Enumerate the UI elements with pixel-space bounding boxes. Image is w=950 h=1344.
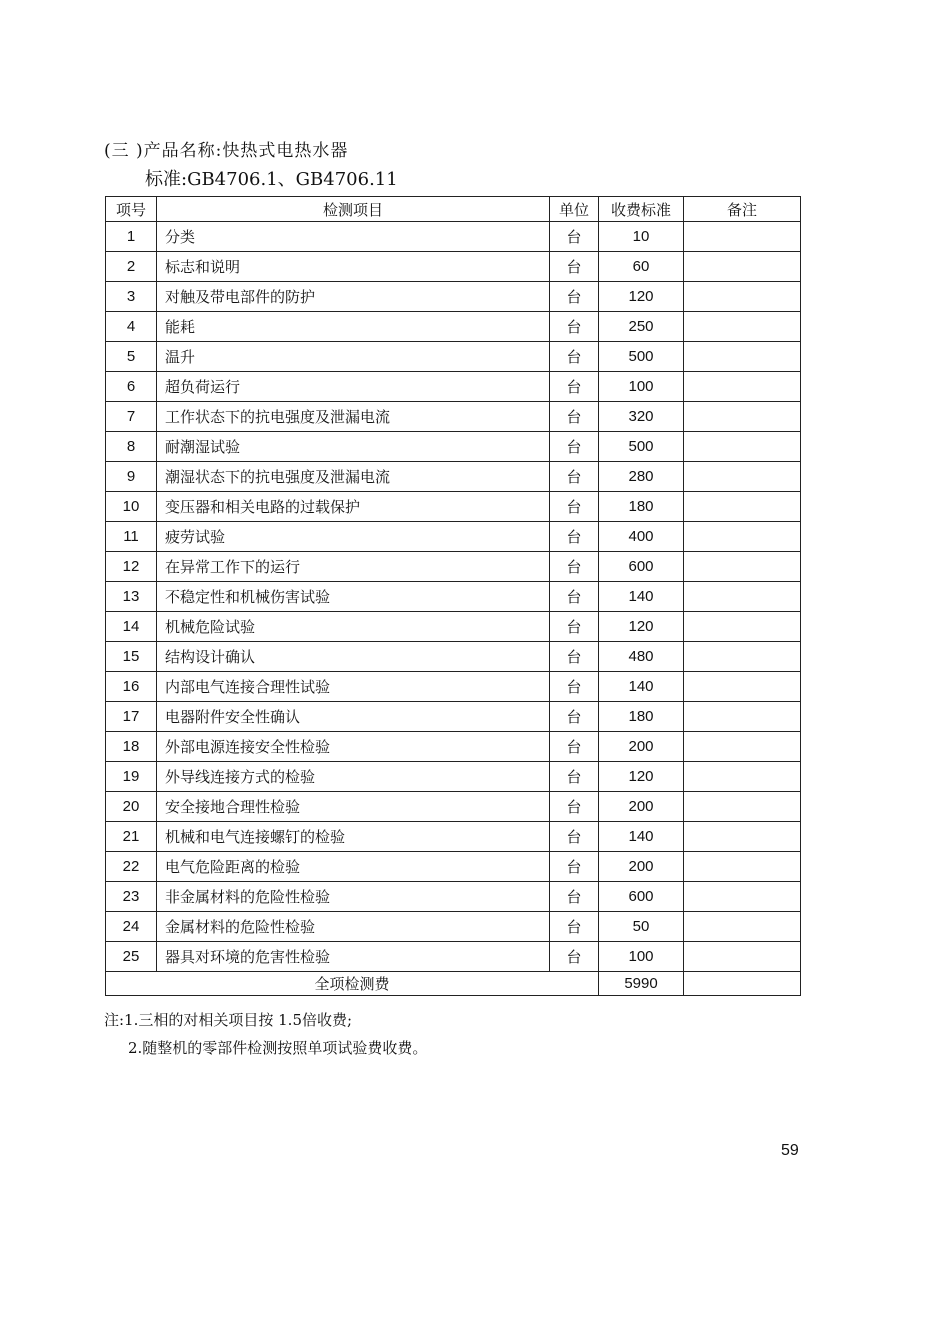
row-note: [684, 552, 801, 582]
row-item: 外导线连接方式的检验: [157, 762, 550, 792]
row-fee: 280: [599, 462, 684, 492]
table-row: [106, 942, 801, 972]
total-fee: 5990: [599, 972, 684, 996]
row-no: 3: [106, 282, 157, 312]
row-unit: 台: [550, 852, 599, 882]
row-unit: 台: [550, 822, 599, 852]
row-no: 25: [106, 942, 157, 972]
row-item: 结构设计确认: [157, 642, 550, 672]
row-fee: 140: [599, 672, 684, 702]
total-note: [684, 972, 801, 996]
table-row: [106, 582, 801, 612]
section-heading: (三 )产品名称:快热式电热水器: [104, 141, 349, 161]
row-unit: 台: [550, 252, 599, 282]
row-note: [684, 702, 801, 732]
row-no: 2: [106, 252, 157, 282]
row-note: [684, 642, 801, 672]
row-unit: 台: [550, 402, 599, 432]
row-no: 19: [106, 762, 157, 792]
row-item: 耐潮湿试验: [157, 432, 550, 462]
row-note: [684, 762, 801, 792]
row-note: [684, 342, 801, 372]
row-item: 不稳定性和机械伤害试验: [157, 582, 550, 612]
row-no: 16: [106, 672, 157, 702]
row-unit: 台: [550, 942, 599, 972]
row-no: 20: [106, 792, 157, 822]
row-fee: 500: [599, 342, 684, 372]
table-row: [106, 822, 801, 852]
table-row: [106, 492, 801, 522]
row-note: [684, 402, 801, 432]
row-no: 12: [106, 552, 157, 582]
row-no: 5: [106, 342, 157, 372]
row-unit: 台: [550, 912, 599, 942]
row-unit: 台: [550, 552, 599, 582]
row-item: 外部电源连接安全性检验: [157, 732, 550, 762]
row-note: [684, 522, 801, 552]
row-note: [684, 942, 801, 972]
row-item: 标志和说明: [157, 252, 550, 282]
row-note: [684, 582, 801, 612]
row-fee: 500: [599, 432, 684, 462]
table-row: [106, 702, 801, 732]
header-unit: 单位: [550, 197, 599, 222]
row-note: [684, 312, 801, 342]
row-fee: 200: [599, 852, 684, 882]
table-row: [106, 372, 801, 402]
row-fee: 120: [599, 612, 684, 642]
row-no: 4: [106, 312, 157, 342]
total-row: [106, 972, 801, 996]
row-note: [684, 372, 801, 402]
row-item: 器具对环境的危害性检验: [157, 942, 550, 972]
row-item: 机械和电气连接螺钉的检验: [157, 822, 550, 852]
row-note: [684, 222, 801, 252]
row-fee: 250: [599, 312, 684, 342]
row-no: 10: [106, 492, 157, 522]
row-fee: 50: [599, 912, 684, 942]
row-no: 11: [106, 522, 157, 552]
table-row: [106, 522, 801, 552]
row-unit: 台: [550, 282, 599, 312]
row-note: [684, 912, 801, 942]
row-note: [684, 672, 801, 702]
row-unit: 台: [550, 732, 599, 762]
row-no: 14: [106, 612, 157, 642]
row-fee: 600: [599, 552, 684, 582]
row-no: 9: [106, 462, 157, 492]
row-item: 超负荷运行: [157, 372, 550, 402]
row-note: [684, 612, 801, 642]
row-no: 8: [106, 432, 157, 462]
table-header-row: [106, 197, 801, 222]
header-item: 检测项目: [157, 197, 550, 222]
row-no: 1: [106, 222, 157, 252]
header-note: 备注: [684, 197, 801, 222]
header-no: 项号: [106, 197, 157, 222]
row-item: 金属材料的危险性检验: [157, 912, 550, 942]
row-unit: 台: [550, 432, 599, 462]
row-note: [684, 282, 801, 312]
row-note: [684, 492, 801, 522]
row-fee: 140: [599, 582, 684, 612]
table-row: [106, 552, 801, 582]
row-unit: 台: [550, 882, 599, 912]
row-unit: 台: [550, 582, 599, 612]
row-item: 疲劳试验: [157, 522, 550, 552]
row-unit: 台: [550, 642, 599, 672]
row-fee: 200: [599, 732, 684, 762]
row-note: [684, 792, 801, 822]
table-row: [106, 762, 801, 792]
page-number: 59: [781, 1142, 799, 1159]
row-no: 6: [106, 372, 157, 402]
row-fee: 480: [599, 642, 684, 672]
table-row: [106, 432, 801, 462]
note-line-1: 注:1.三相的对相关项目按 1.5倍收费;: [104, 1011, 353, 1029]
row-fee: 400: [599, 522, 684, 552]
row-unit: 台: [550, 462, 599, 492]
table-row: [106, 882, 801, 912]
standard-reference: 标准:GB4706.1、GB4706.11: [145, 169, 398, 190]
row-item: 温升: [157, 342, 550, 372]
table-row: [106, 462, 801, 492]
row-note: [684, 252, 801, 282]
table-row: [106, 672, 801, 702]
row-unit: 台: [550, 762, 599, 792]
row-fee: 320: [599, 402, 684, 432]
table-row: [106, 252, 801, 282]
row-no: 17: [106, 702, 157, 732]
total-label: 全项检测费: [106, 972, 599, 996]
row-unit: 台: [550, 342, 599, 372]
row-no: 7: [106, 402, 157, 432]
table-row: [106, 342, 801, 372]
row-no: 23: [106, 882, 157, 912]
row-fee: 120: [599, 282, 684, 312]
row-item: 对触及带电部件的防护: [157, 282, 550, 312]
row-item: 内部电气连接合理性试验: [157, 672, 550, 702]
row-item: 电气危险距离的检验: [157, 852, 550, 882]
row-fee: 100: [599, 942, 684, 972]
row-no: 13: [106, 582, 157, 612]
row-unit: 台: [550, 222, 599, 252]
table-row: [106, 222, 801, 252]
row-item: 机械危险试验: [157, 612, 550, 642]
row-unit: 台: [550, 522, 599, 552]
table-row: [106, 852, 801, 882]
row-unit: 台: [550, 372, 599, 402]
table-row: [106, 612, 801, 642]
row-fee: 180: [599, 492, 684, 522]
row-fee: 200: [599, 792, 684, 822]
row-item: 电器附件安全性确认: [157, 702, 550, 732]
table-row: [106, 792, 801, 822]
row-note: [684, 852, 801, 882]
table-body: [106, 222, 801, 972]
table-row: [106, 912, 801, 942]
row-unit: 台: [550, 312, 599, 342]
row-no: 24: [106, 912, 157, 942]
row-item: 在异常工作下的运行: [157, 552, 550, 582]
row-fee: 140: [599, 822, 684, 852]
notes: [104, 1006, 427, 1062]
row-note: [684, 732, 801, 762]
row-note: [684, 462, 801, 492]
row-fee: 600: [599, 882, 684, 912]
row-unit: 台: [550, 792, 599, 822]
row-fee: 60: [599, 252, 684, 282]
row-fee: 100: [599, 372, 684, 402]
row-fee: 120: [599, 762, 684, 792]
row-fee: 10: [599, 222, 684, 252]
row-item: 安全接地合理性检验: [157, 792, 550, 822]
row-note: [684, 432, 801, 462]
row-item: 潮湿状态下的抗电强度及泄漏电流: [157, 462, 550, 492]
row-unit: 台: [550, 612, 599, 642]
table-row: [106, 402, 801, 432]
row-unit: 台: [550, 492, 599, 522]
header-fee: 收费标准: [599, 197, 684, 222]
row-note: [684, 822, 801, 852]
row-item: 变压器和相关电路的过载保护: [157, 492, 550, 522]
row-item: 能耗: [157, 312, 550, 342]
fee-table: [105, 196, 801, 996]
row-unit: 台: [550, 672, 599, 702]
table-row: [106, 642, 801, 672]
table-row: [106, 282, 801, 312]
row-no: 22: [106, 852, 157, 882]
row-item: 非金属材料的危险性检验: [157, 882, 550, 912]
row-no: 18: [106, 732, 157, 762]
table-row: [106, 312, 801, 342]
note-line-2: 2.随整机的零部件检测按照单项试验费收费。: [128, 1039, 428, 1057]
row-note: [684, 882, 801, 912]
row-item: 分类: [157, 222, 550, 252]
row-unit: 台: [550, 702, 599, 732]
row-no: 21: [106, 822, 157, 852]
row-no: 15: [106, 642, 157, 672]
row-fee: 180: [599, 702, 684, 732]
row-item: 工作状态下的抗电强度及泄漏电流: [157, 402, 550, 432]
table-row: [106, 732, 801, 762]
